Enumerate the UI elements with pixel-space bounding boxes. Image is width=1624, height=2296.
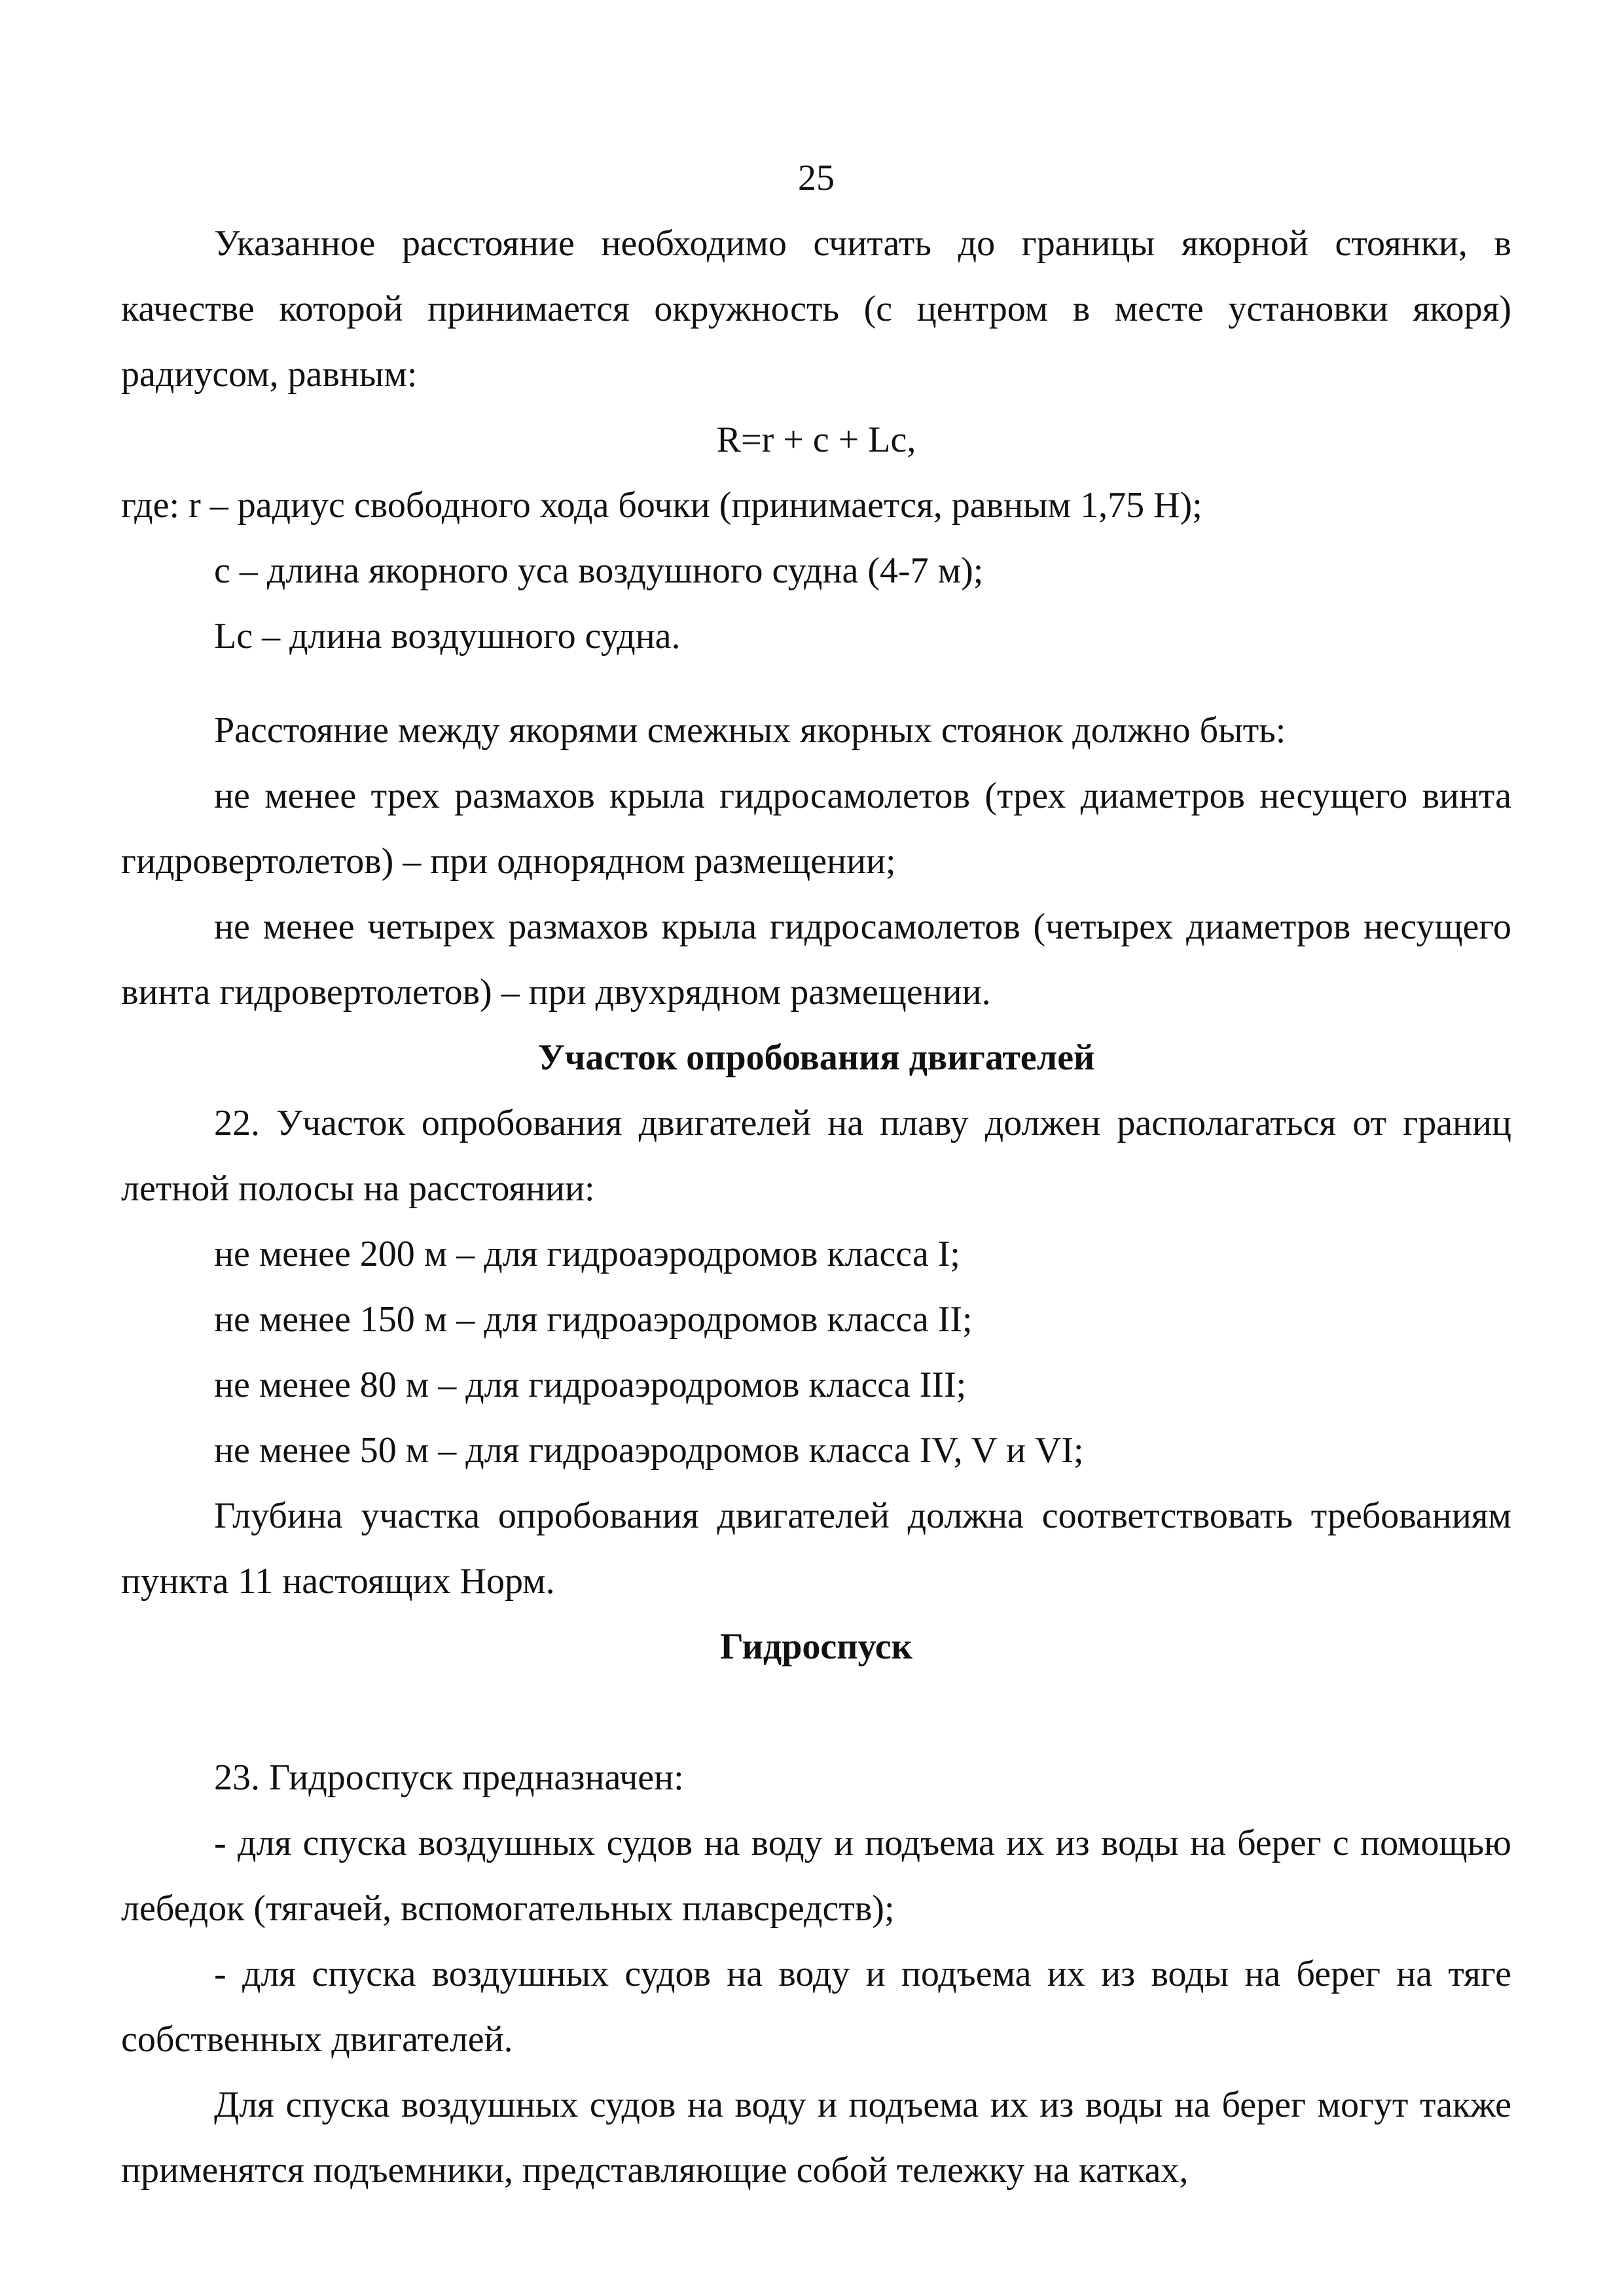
list-item-class-3: не менее 80 м – для гидроаэродромов класса III; [214,1365,967,1405]
definition-c: c – длина якорного уса воздушного судна (4-7 м); [214,550,984,591]
definition-r: где: r – радиус свободного хода бочки (принимается, равным 1,75 Н); [121,485,1202,526]
document-page [121,145,1511,2203]
page-number: 25 [798,158,835,198]
paragraph-lifts: Для спуска воздушных судов на воду и подъема их из воды на берег могут также применятся подъемники, представляющие собой тележку на катках, [121,2085,1511,2191]
definition-lc: Lc – длина воздушного судна. [214,616,681,656]
paragraph-single-row: не менее трех размахов крыла гидросамолетов (трех диаметров несущего винта гидровертолетов) – при однорядном размещении; [121,776,1511,882]
formula: R=r + c + Lc, [716,420,916,460]
section-heading-slipway: Гидроспуск [720,1626,912,1667]
paragraph-22: 22. Участок опробования двигателей на плаву должен располагаться от границ летной полосы на расстоянии: [121,1103,1511,1209]
paragraph-23: 23. Гидроспуск предназначен: [214,1757,684,1798]
list-item-class-1: не менее 200 м – для гидроаэродромов класса I; [214,1234,960,1274]
spacer [121,1679,1511,1745]
paragraph-double-row: не менее четырех размахов крыла гидросамолетов (четырех диаметров несущего винта гидровертолетов) – при двухрядном размещении. [121,906,1511,1013]
paragraph-anchor-spacing: Расстояние между якорями смежных якорных стоянок должно быть: [214,710,1286,751]
paragraph-winches: - для спуска воздушных судов на воду и подъема их из воды на берег с помощью лебедок (тягачей, вспомогательных плавсредств); [121,1823,1511,1929]
list-item-class-2: не менее 150 м – для гидроаэродромов класса II; [214,1299,973,1340]
section-heading-engine-test: Участок опробования двигателей [537,1037,1095,1078]
paragraph-anchor-distance: Указанное расстояние необходимо считать до границы якорной стоянки, в качестве которой принимается окружность (с центром в месте установки якоря) радиусом, равным: [121,223,1511,395]
paragraph-depth: Глубина участка опробования двигателей должна соответствовать требованиям пункта 11 настоящих Норм. [121,1496,1511,1602]
paragraph-own-engines: - для спуска воздушных судов на воду и подъема их из воды на берег на тяге собственных двигателей. [121,1954,1511,2060]
spacer [121,669,1511,698]
list-item-class-4-6: не менее 50 м – для гидроаэродромов класса IV, V и VI; [214,1430,1084,1471]
